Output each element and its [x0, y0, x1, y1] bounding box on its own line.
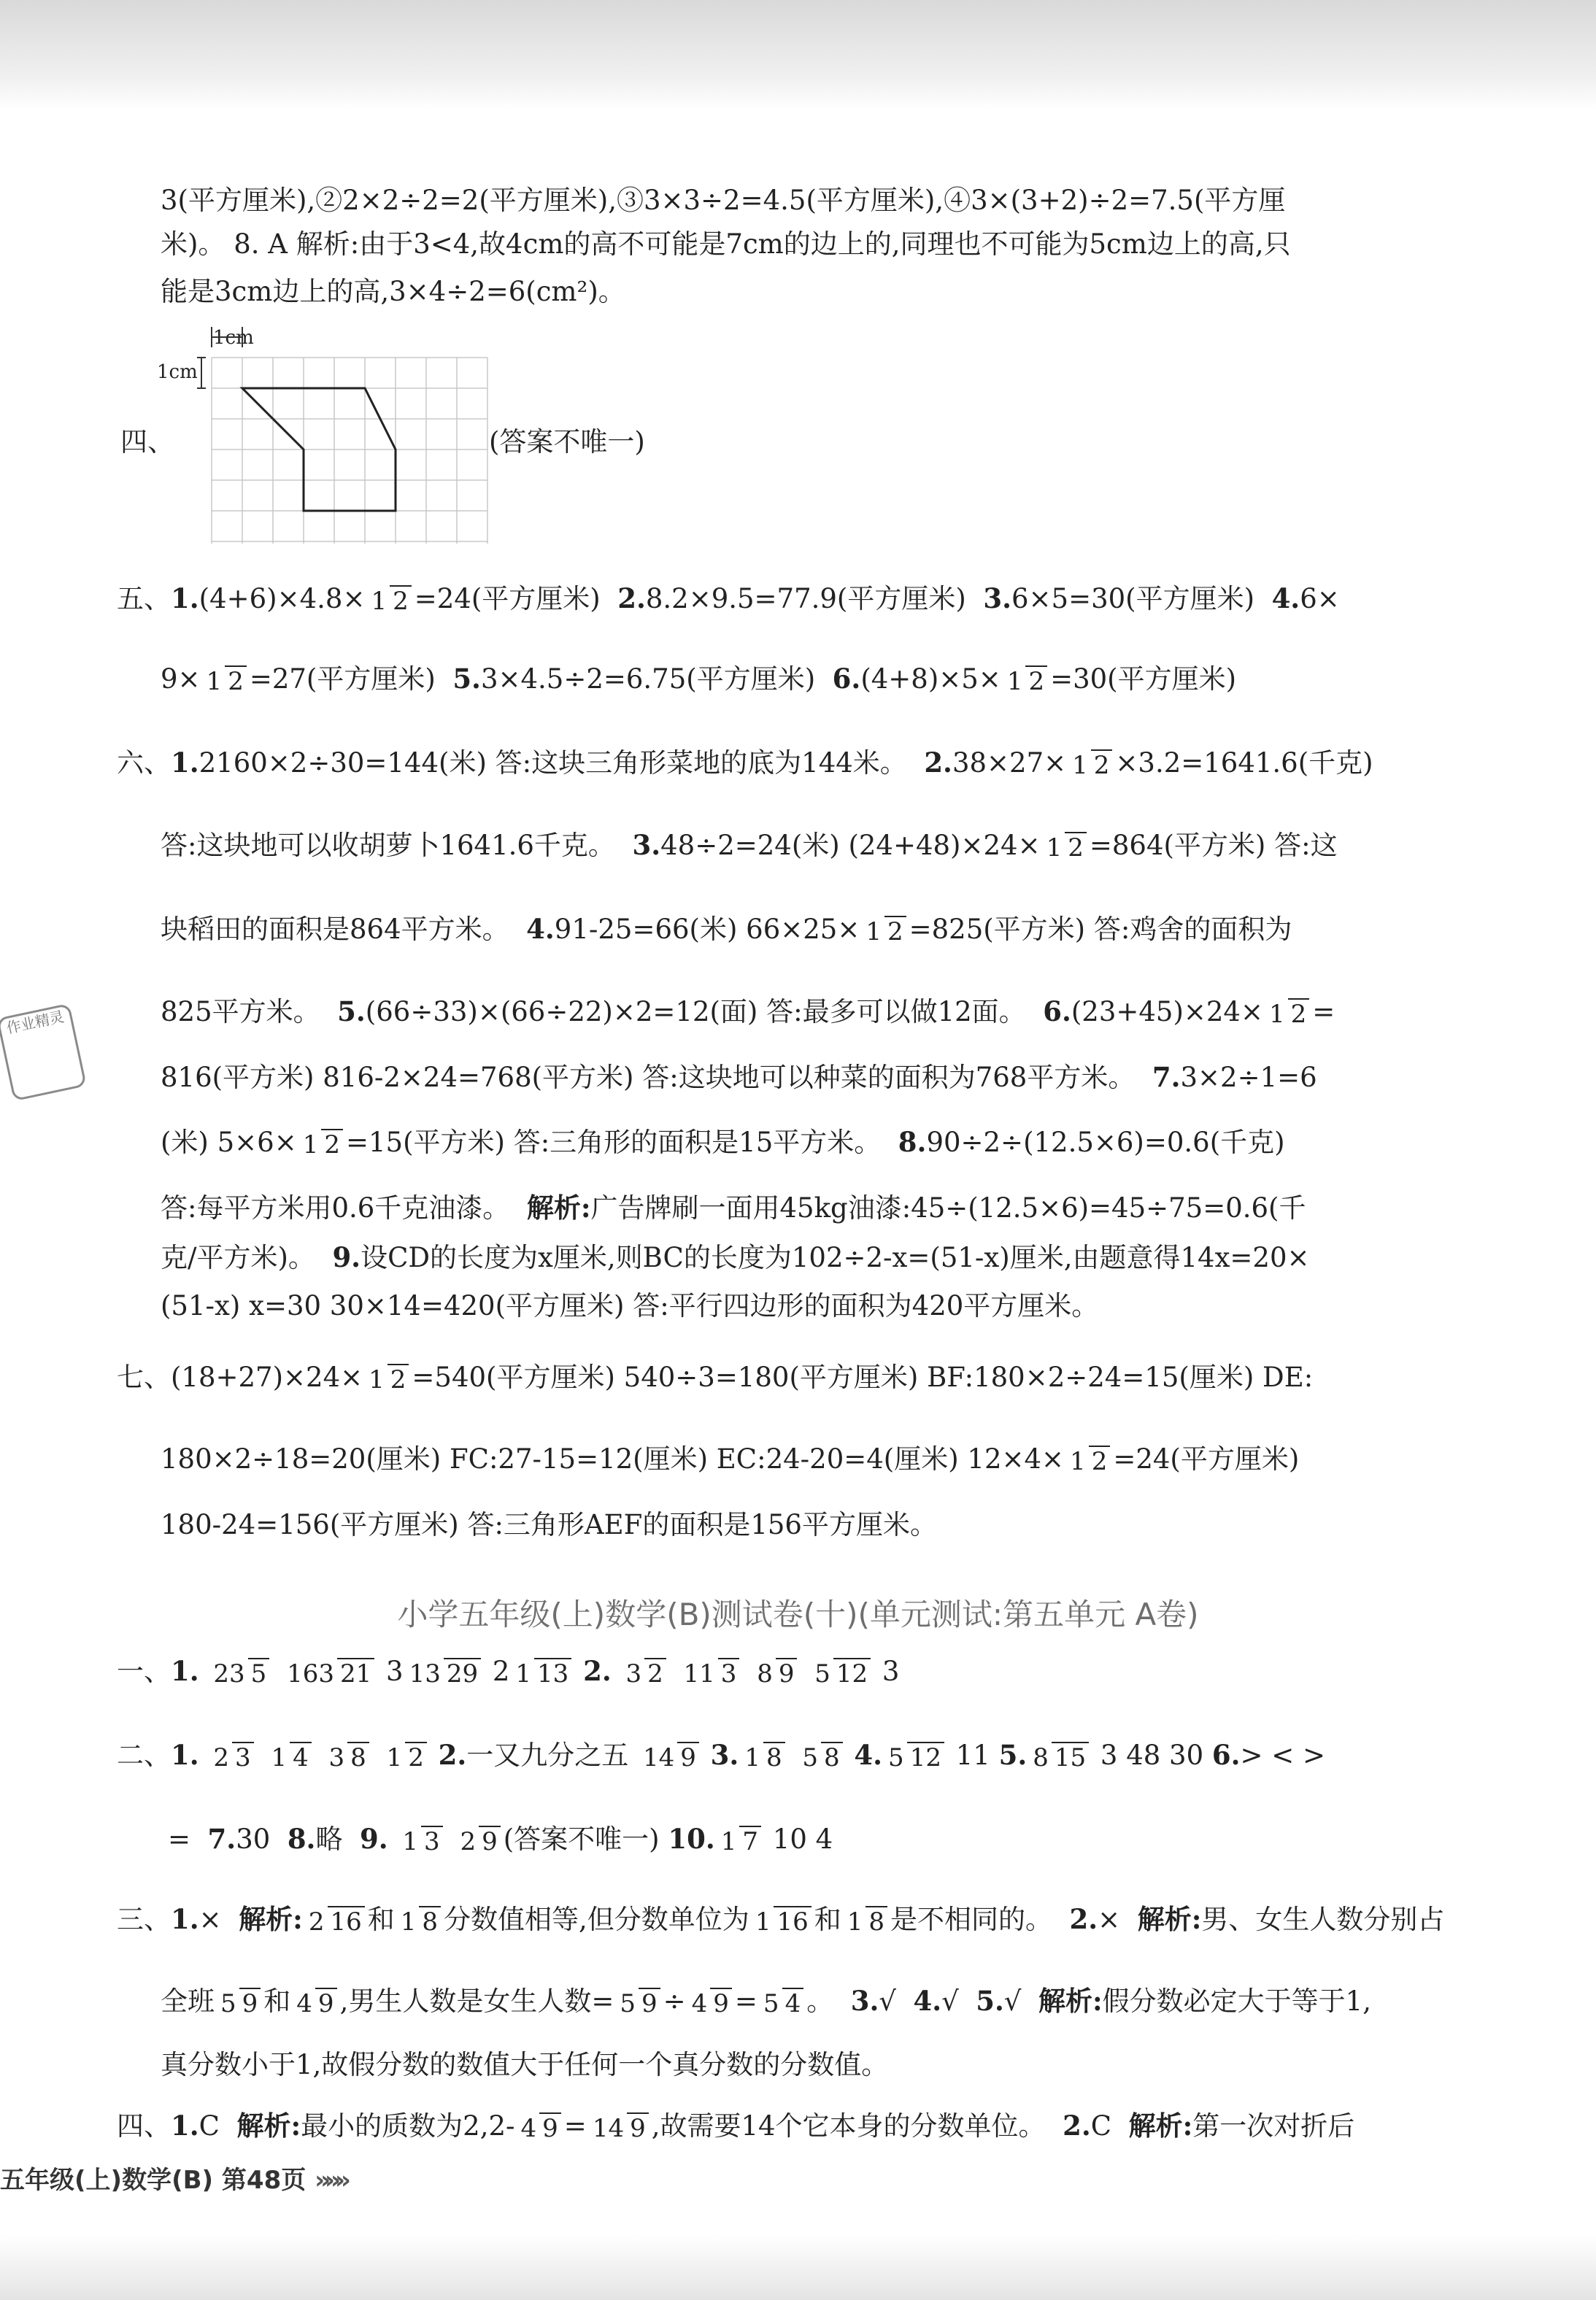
expr: 6× — [1300, 583, 1340, 614]
part2-line-1 — [0, 1733, 1596, 1778]
expr: =540(平方厘米) 540÷3=180(平方厘米) BF:180×2÷24=15(厘米) DE: — [412, 1362, 1314, 1393]
section-label: 二、 — [117, 1740, 171, 1771]
answer: (答案不唯一) — [503, 1824, 660, 1855]
item-number: 10. — [668, 1823, 715, 1855]
fraction — [518, 2114, 561, 2143]
scale-label-top: 1cm — [213, 327, 254, 349]
frac-num: 163 — [287, 1659, 334, 1689]
sec7-line-3 — [0, 1503, 1596, 1547]
grid-figure — [153, 321, 496, 555]
frac-den: 7 — [739, 1826, 761, 1856]
expr: 3×2÷1=6 — [1180, 1062, 1317, 1093]
text: 假分数必定大于等于1, — [1102, 1986, 1371, 2017]
frac-num: 1 — [369, 1365, 385, 1394]
item-number: 2. — [583, 1655, 612, 1687]
text: 真分数小于1,故假分数的数值大于任何一个真分数的分数值。 — [161, 2049, 889, 2080]
expr: 180×2÷18=20(厘米) FC:27-15=12(厘米) EC:24-20=4(厘米) 12×4× — [161, 1443, 1065, 1475]
answer: 3 — [882, 1656, 900, 1687]
expr: = — [1312, 996, 1335, 1027]
fraction — [844, 1907, 887, 1937]
frac-den: 3 — [232, 1742, 254, 1772]
arrow-icon: »»» — [315, 2166, 345, 2195]
fraction — [1067, 1447, 1110, 1476]
fraction — [640, 1743, 699, 1772]
frac-den: 2 — [644, 1658, 666, 1689]
frac-num: 5 — [620, 1988, 636, 2018]
section-label: 四、 — [117, 2110, 171, 2142]
part3-line-3 — [0, 2043, 1596, 2087]
frac-den: 4 — [290, 1742, 312, 1772]
text: = — [563, 2110, 587, 2142]
frac-den: 2 — [390, 585, 412, 616]
expr: 9× — [161, 663, 201, 695]
text: 。 — [806, 1986, 834, 2017]
analysis-label: 解析: — [239, 1903, 303, 1935]
frac-num: 5 — [888, 1743, 904, 1772]
expr: 8.2×9.5=77.9(平方厘米) — [645, 583, 966, 614]
fraction — [681, 1659, 740, 1689]
page-top-shadow — [0, 0, 1596, 109]
expr: 38×27× — [952, 747, 1067, 779]
item-number: 4. — [913, 1985, 942, 2017]
fraction — [306, 1907, 365, 1937]
item-number: 2. — [617, 582, 646, 614]
expr: =27(平方厘米) — [249, 663, 436, 695]
sec6-line-8 — [0, 1235, 1596, 1280]
expr: (米) 5×6× — [161, 1127, 297, 1158]
frac-num: 11 — [683, 1659, 715, 1689]
item-number: 5. — [337, 995, 366, 1027]
frac-den: 2 — [1091, 749, 1113, 780]
text-line — [0, 270, 1596, 314]
analysis-label: 解析: — [236, 2110, 301, 2142]
figure-note: (答案不唯一) — [489, 426, 645, 458]
answer: × — [1098, 1904, 1121, 1935]
frac-num: 1 — [1046, 833, 1063, 863]
fraction — [590, 2114, 649, 2143]
expr: =825(平方米) 答:鸡舍的面积为 — [909, 914, 1292, 945]
item-number: 1. — [171, 1655, 199, 1687]
fraction — [754, 1659, 797, 1689]
fraction — [718, 1827, 761, 1856]
expr: ×3.2=1641.6(千克) — [1115, 747, 1373, 779]
frac-den: 2 — [405, 1742, 427, 1772]
section-label: 一、 — [117, 1656, 171, 1687]
part1-line — [0, 1649, 1596, 1694]
expr: (51-x) x=30 30×14=420(平方厘米) 答:平行四边形的面积为420平方厘米。 — [161, 1290, 1099, 1321]
part3-line-1 — [0, 1897, 1596, 1942]
expr: =864(平方米) 答:这 — [1089, 830, 1338, 861]
item-number: 1. — [171, 746, 199, 779]
frac-num: 1 — [271, 1743, 288, 1772]
fraction — [204, 667, 247, 696]
text: 第一次对折后 — [1192, 2110, 1355, 2142]
fraction — [760, 1989, 803, 2018]
item-number: 2. — [438, 1739, 467, 1771]
expr: (23+45)×24× — [1071, 996, 1263, 1027]
item-number: 4. — [526, 913, 555, 945]
frac-num: 1 — [206, 666, 223, 696]
answer: 一又九分之五 — [466, 1740, 629, 1771]
fraction — [622, 1659, 666, 1689]
whole-part: 2 — [492, 1656, 510, 1687]
fraction — [399, 1827, 442, 1856]
stamp-text: 作业精灵 — [4, 1007, 66, 1037]
expr: 设CD的长度为x厘米,则BC的长度为102÷2-x=(51-x)厘米,由题意得14x=20× — [361, 1242, 1310, 1273]
expr: (18+27)×24× — [171, 1362, 363, 1393]
item-number: 5. — [452, 663, 481, 695]
fraction — [689, 1989, 732, 2018]
text: 和 — [263, 1986, 291, 2017]
frac-den: 2 — [388, 1364, 409, 1394]
text: 和 — [814, 1904, 841, 1935]
answer: 11 — [955, 1740, 990, 1771]
answer: = — [168, 1824, 191, 1855]
frac-den: 2 — [1089, 1446, 1111, 1476]
fraction — [398, 1907, 441, 1937]
frac-den: 9 — [677, 1742, 699, 1772]
fraction — [366, 1365, 409, 1394]
sec5-line-2 — [0, 657, 1596, 701]
frac-num: 1 — [1268, 999, 1285, 1029]
frac-num: 5 — [802, 1743, 818, 1772]
page-footer — [0, 2160, 345, 2196]
frac-num: 14 — [643, 1743, 675, 1772]
item-number: 9. — [332, 1241, 361, 1273]
frac-num: 4 — [296, 1988, 312, 2018]
frac-num: 3 — [625, 1659, 642, 1689]
item-number: 3. — [632, 829, 661, 861]
item-number: 8. — [287, 1823, 316, 1855]
section-label: 五、 — [117, 583, 171, 614]
frac-den: 2 — [1288, 998, 1310, 1029]
item-number: 9. — [359, 1823, 388, 1855]
frac-den: 4 — [782, 1988, 804, 2018]
frac-num: 1 — [371, 586, 388, 616]
frac-den: 9 — [710, 1988, 732, 2018]
fraction — [300, 1130, 343, 1159]
frac-num: 4 — [691, 1988, 708, 2018]
frac-num: 8 — [1033, 1743, 1049, 1772]
fraction — [1004, 667, 1047, 696]
frac-num: 1 — [866, 916, 882, 946]
frac-num: 23 — [213, 1659, 245, 1689]
frac-num: 1 — [402, 1826, 419, 1856]
frac-num: 13 — [409, 1659, 441, 1689]
expr: (66÷33)×(66÷22)×2=12(面) 答:最多可以做12面。 — [365, 996, 1026, 1027]
item-number: 7. — [207, 1823, 236, 1855]
analysis-label: 解析: — [1038, 1985, 1103, 2017]
fraction — [799, 1743, 842, 1772]
fraction — [885, 1743, 944, 1772]
analysis-label: 解析: — [526, 1192, 591, 1224]
frac-num: 5 — [814, 1659, 830, 1689]
expr: 48÷2=24(米) (24+48)×24× — [660, 830, 1041, 861]
item-number: 1. — [171, 1739, 199, 1771]
item-number: 2. — [1069, 1903, 1098, 1935]
frac-num: 1 — [1070, 1446, 1086, 1476]
expr: (4+8)×5× — [860, 663, 1001, 695]
frac-den: 8 — [347, 1742, 369, 1772]
item-number: 3. — [710, 1739, 739, 1771]
fraction — [268, 1743, 311, 1772]
footer-text: 五年级(上)数学(B) 第48页 — [0, 2166, 307, 2195]
expr: 克/平方米)。 — [161, 1242, 315, 1273]
frac-num: 5 — [763, 1988, 779, 2018]
sec6-line-6 — [0, 1120, 1596, 1165]
item-number: 6. — [1043, 995, 1071, 1027]
frac-den: 9 — [639, 1988, 660, 2018]
fraction — [812, 1659, 871, 1689]
answer: C — [1090, 2110, 1112, 2142]
expr: 答:每平方米用0.6千克油漆。 — [161, 1192, 510, 1224]
frac-num: 4 — [520, 2113, 537, 2143]
item-number: 6. — [832, 663, 861, 695]
frac-den: 2 — [1065, 832, 1087, 863]
expr: (4+6)×4.8× — [198, 583, 366, 614]
frac-den: 8 — [866, 1906, 887, 1937]
text: 分数值相等,但分数单位为 — [444, 1904, 749, 1935]
frac-num: 1 — [847, 1907, 863, 1937]
frac-den: 3 — [718, 1658, 740, 1689]
part2-line-2 — [0, 1817, 1596, 1861]
text: 和 — [367, 1904, 395, 1935]
frac-den: 2 — [1025, 665, 1047, 696]
text: ÷ — [663, 1986, 686, 2017]
answer: √ — [1003, 1986, 1022, 2017]
expr: 816(平方米) 816-2×24=768(平方米) 答:这块地可以种菜的面积为768平方米。 — [161, 1062, 1136, 1093]
item-number: 1. — [171, 2110, 199, 2142]
item-number: 6. — [1211, 1739, 1241, 1771]
item-number: 1. — [171, 1903, 199, 1935]
fraction — [512, 1659, 571, 1689]
expr: 块稻田的面积是864平方米。 — [161, 914, 509, 945]
frac-num: 1 — [720, 1826, 737, 1856]
fraction — [457, 1827, 500, 1856]
text: 最小的质数为2,2- — [301, 2110, 515, 2142]
item-number: 8. — [898, 1126, 927, 1158]
frac-den: 8 — [821, 1742, 843, 1772]
fraction — [293, 1989, 336, 2018]
line-text: 3(平方厘米),②2×2÷2=2(平方厘米),③3×3÷2=4.5(平方厘米),④3×(3+2)÷2=7.5(平方厘 — [161, 185, 1286, 216]
answer: 3 48 30 — [1100, 1740, 1204, 1771]
frac-den: 16 — [328, 1906, 365, 1937]
item-number: 4. — [1271, 582, 1300, 614]
frac-num: 2 — [308, 1907, 325, 1937]
section-label: 六、 — [117, 747, 171, 779]
fraction — [617, 1989, 660, 2018]
section-label: 七、 — [117, 1362, 171, 1393]
sec6-line-1 — [0, 741, 1596, 785]
frac-num: 3 — [328, 1743, 345, 1772]
fraction — [863, 917, 906, 946]
part3-line-2 — [0, 1979, 1596, 2023]
frac-den: 8 — [763, 1742, 785, 1772]
sec5-line-1 — [0, 576, 1596, 621]
answer: > < > — [1240, 1740, 1326, 1771]
answer: 10 4 — [772, 1824, 833, 1855]
sec6-line-2 — [0, 823, 1596, 868]
fraction — [406, 1659, 482, 1689]
frac-num: 1 — [744, 1743, 760, 1772]
item-number: 7. — [1152, 1061, 1181, 1093]
item-number: 2. — [924, 746, 952, 779]
frac-den: 5 — [248, 1658, 270, 1689]
text: 男、女生人数分别占 — [1201, 1904, 1445, 1935]
expr: 825平方米。 — [161, 996, 320, 1027]
sec6-line-3 — [0, 907, 1596, 952]
frac-num: 1 — [400, 1907, 417, 1937]
item-number: 1. — [171, 582, 199, 614]
fraction — [368, 587, 411, 616]
item-number: 5. — [998, 1739, 1028, 1771]
answer: √ — [879, 1986, 896, 2017]
frac-num: 14 — [592, 2113, 625, 2143]
analysis-label: 解析: — [1137, 1903, 1202, 1935]
answer: 30 — [236, 1824, 271, 1855]
frac-num: 5 — [220, 1988, 236, 2018]
item-number: 3. — [850, 1985, 879, 2017]
analysis-label: 解析: — [1128, 2110, 1193, 2142]
text-line — [0, 223, 1596, 266]
frac-num: 1 — [1072, 750, 1088, 780]
test-title: 小学五年级(上)数学(B)测试卷(十)(单元测试:第五单元 A卷) — [397, 1597, 1199, 1632]
sec6-line-5 — [0, 1055, 1596, 1100]
fraction — [1266, 1000, 1309, 1029]
text: 是不相同的。 — [890, 1904, 1052, 1935]
frac-den: 9 — [539, 2112, 561, 2143]
frac-num: 1 — [386, 1743, 403, 1772]
frac-den: 2 — [884, 916, 906, 946]
fraction — [210, 1743, 253, 1772]
expr: =24(平方厘米) — [414, 583, 601, 614]
fraction — [1044, 833, 1087, 863]
sec6-line-4 — [0, 989, 1596, 1034]
frac-den: 29 — [444, 1658, 481, 1689]
line-text: 米)。 8. A 解析:由于3<4,故4cm的高不可能是7cm的边上的,同理也不可能为5cm边上的高,只 — [161, 228, 1291, 260]
expr: 3×4.5÷2=6.75(平方厘米) — [480, 663, 816, 695]
sec7-line-2 — [0, 1438, 1596, 1481]
frac-den: 3 — [421, 1826, 443, 1856]
frac-den: 9 — [239, 1988, 261, 2018]
expr: =30(平方厘米) — [1050, 663, 1237, 695]
expr: 91-25=66(米) 66×25× — [554, 914, 860, 945]
expr: 2160×2÷30=144(米) 答:这块三角形菜地的底为144米。 — [198, 747, 907, 779]
expr: 90÷2÷(12.5×6)=0.6(千克) — [926, 1127, 1285, 1158]
frac-num: 2 — [213, 1743, 230, 1772]
frac-num: 1 — [515, 1659, 532, 1689]
frac-den: 12 — [907, 1742, 944, 1772]
frac-den: 9 — [627, 2112, 649, 2143]
frac-den: 2 — [321, 1129, 343, 1159]
frac-den: 9 — [315, 1988, 337, 2018]
item-number: 5. — [976, 1985, 1004, 2017]
frac-den: 21 — [337, 1658, 374, 1689]
item-number: 2. — [1063, 2110, 1091, 2142]
expr: =15(平方米) 答:三角形的面积是15平方米。 — [346, 1127, 882, 1158]
fraction — [326, 1743, 369, 1772]
fraction — [384, 1743, 427, 1772]
fraction — [210, 1659, 269, 1689]
text: ,男生人数是女生人数= — [339, 1986, 614, 2017]
fraction — [1030, 1743, 1089, 1772]
fraction — [752, 1907, 812, 1937]
frac-num: 1 — [1006, 666, 1023, 696]
answer: 略 — [315, 1824, 343, 1855]
frac-den: 13 — [534, 1658, 571, 1689]
fraction — [1069, 751, 1112, 780]
frac-num: 1 — [302, 1130, 319, 1159]
item-number: 4. — [854, 1739, 883, 1771]
text: = — [734, 1986, 757, 2017]
answer: × — [198, 1904, 222, 1935]
sec7-line-1 — [0, 1356, 1596, 1400]
fraction — [217, 1989, 261, 2018]
frac-den: 2 — [225, 665, 247, 696]
scale-label-side: 1cm — [157, 361, 198, 383]
sec6-line-9 — [0, 1284, 1596, 1328]
frac-den: 12 — [833, 1658, 871, 1689]
part4-line — [0, 2104, 1596, 2148]
fraction — [284, 1659, 374, 1689]
frac-den: 15 — [1052, 1742, 1089, 1772]
figure-section-label: 四、 — [120, 426, 174, 458]
answer: √ — [941, 1986, 959, 2017]
frac-num: 2 — [460, 1826, 477, 1856]
answer: C — [198, 2110, 220, 2142]
frac-den: 9 — [776, 1658, 798, 1689]
text: ,故需要14个它本身的分数单位。 — [651, 2110, 1046, 2142]
section-label: 三、 — [117, 1904, 171, 1935]
fraction — [741, 1743, 784, 1772]
frac-den: 9 — [479, 1826, 501, 1856]
frac-num: 8 — [757, 1659, 773, 1689]
expr: 答:这块地可以收胡萝卜1641.6千克。 — [161, 830, 615, 861]
expr: 广告牌刷一面用45kg油漆:45÷(12.5×6)=45÷75=0.6(千 — [590, 1192, 1306, 1224]
text: 全班 — [161, 1986, 215, 2017]
whole-part: 3 — [386, 1656, 404, 1687]
expr: =24(平方厘米) — [1113, 1443, 1300, 1475]
item-number: 3. — [983, 582, 1011, 614]
frac-num: 1 — [755, 1907, 771, 1937]
expr: 180-24=156(平方厘米) 答:三角形AEF的面积是156平方厘米。 — [161, 1509, 937, 1540]
sec6-line-7 — [0, 1186, 1596, 1230]
expr: 6×5=30(平方厘米) — [1011, 583, 1255, 614]
frac-den: 16 — [774, 1906, 811, 1937]
page-bottom-shadow — [0, 2234, 1596, 2300]
frac-den: 8 — [419, 1906, 441, 1937]
text-line — [0, 179, 1596, 223]
line-text: 能是3cm边上的高,3×4÷2=6(cm²)。 — [161, 276, 625, 307]
